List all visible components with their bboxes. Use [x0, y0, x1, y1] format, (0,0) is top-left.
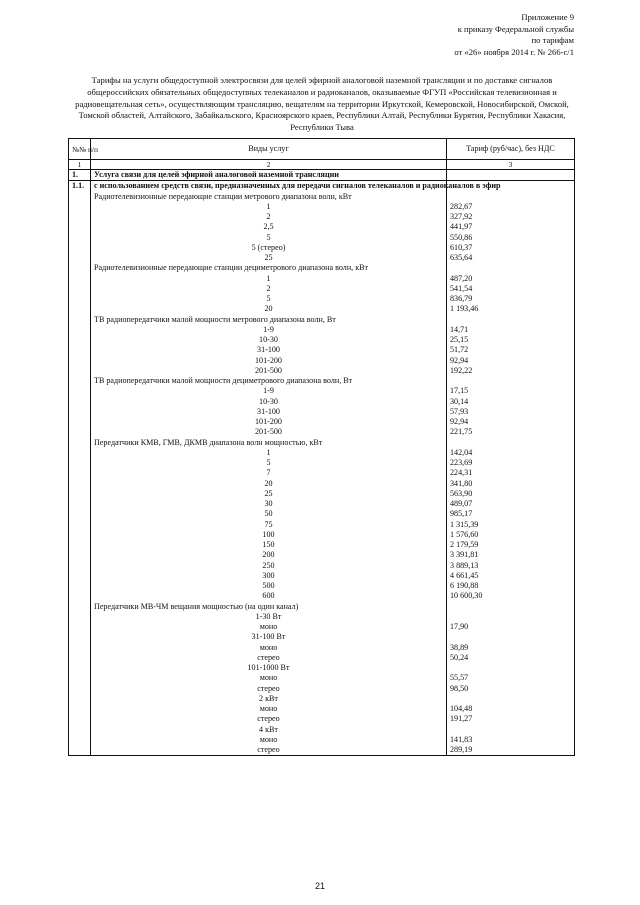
row-num-cell — [69, 735, 91, 745]
row-power-value: стерео — [91, 684, 447, 694]
row-tariff-value: 487,20 — [447, 274, 575, 284]
table-row — [69, 632, 575, 642]
table-row — [69, 417, 575, 427]
row-tariff-value: 38,89 — [447, 643, 575, 653]
row-power-value: 101-200 — [91, 417, 447, 427]
row-tariff-value: 14,71 — [447, 325, 575, 335]
group-title-row — [69, 602, 575, 612]
row-tariff-value: 57,93 — [447, 407, 575, 417]
row-num-cell — [69, 489, 91, 499]
table-row — [69, 458, 575, 468]
row-power-value: моно — [91, 643, 447, 653]
row-num-cell — [69, 571, 91, 581]
row-num-cell — [69, 663, 91, 673]
table-row — [69, 725, 575, 735]
group-num-cell — [69, 263, 91, 273]
row-num-cell — [69, 233, 91, 243]
row-power-value: 25 — [91, 253, 447, 263]
row-power-value: 50 — [91, 509, 447, 519]
row-tariff-value: 30,14 — [447, 397, 575, 407]
group-title: Радиотелевизионные передающие станции метрового диапазона волн, кВт — [91, 192, 447, 202]
row-num-cell — [69, 622, 91, 632]
table-header-row — [69, 139, 575, 160]
row-power-value: 5 — [91, 294, 447, 304]
row-power-value: 1-30 Вт — [91, 612, 447, 622]
row-num-cell — [69, 653, 91, 663]
table-row — [69, 448, 575, 458]
table-row — [69, 591, 575, 601]
row-power-value: 5 — [91, 458, 447, 468]
row-power-value: 600 — [91, 591, 447, 601]
row-num-cell — [69, 325, 91, 335]
appendix-header — [454, 12, 574, 58]
table-row — [69, 345, 575, 355]
row-tariff-value: 4 661,45 — [447, 571, 575, 581]
row-power-value: 500 — [91, 581, 447, 591]
row-power-value: 31-100 Вт — [91, 632, 447, 642]
row-power-value: 10-30 — [91, 397, 447, 407]
row-power-value: моно — [91, 735, 447, 745]
group-title-row — [69, 263, 575, 273]
group-num-cell — [69, 376, 91, 386]
row-power-value: 101-200 — [91, 356, 447, 366]
table-row — [69, 202, 575, 212]
row-power-value: 5 — [91, 233, 447, 243]
group-title: ТВ радиопередатчики малой мощности дециметрового диапазона волн, Вт — [91, 376, 447, 386]
row-num-cell — [69, 561, 91, 571]
row-tariff-value: 191,27 — [447, 714, 575, 724]
group-title-row — [69, 315, 575, 325]
table-row — [69, 427, 575, 437]
row-num-cell — [69, 458, 91, 468]
row-tariff-value: 282,67 — [447, 202, 575, 212]
row-num-cell — [69, 448, 91, 458]
table-row — [69, 561, 575, 571]
subsection-label: с использованием средств связи, предназначенных для передачи сигналов телеканалов и радиоканалов в эфир — [91, 181, 447, 192]
appendix-line-3: по тарифам — [531, 35, 574, 45]
row-power-value: 75 — [91, 520, 447, 530]
row-power-value: 101-1000 Вт — [91, 663, 447, 673]
row-num-cell — [69, 540, 91, 550]
group-tariff-cell — [447, 192, 575, 202]
row-num-cell — [69, 581, 91, 591]
row-num-cell — [69, 243, 91, 253]
table-row — [69, 304, 575, 314]
row-tariff-value: 2 179,59 — [447, 540, 575, 550]
row-tariff-value — [447, 632, 575, 642]
row-num-cell — [69, 386, 91, 396]
table-row — [69, 694, 575, 704]
table-row — [69, 581, 575, 591]
row-power-value: 100 — [91, 530, 447, 540]
table-row — [69, 653, 575, 663]
row-num-cell — [69, 294, 91, 304]
row-num-cell — [69, 499, 91, 509]
group-title: Передатчики МВ-ЧМ вещания мощностью (на один канал) — [91, 602, 447, 612]
group-tariff-cell — [447, 263, 575, 273]
table-row — [69, 397, 575, 407]
row-tariff-value: 1 576,60 — [447, 530, 575, 540]
row-num-cell — [69, 427, 91, 437]
row-num-cell — [69, 304, 91, 314]
row-tariff-value: 541,54 — [447, 284, 575, 294]
row-num-cell — [69, 632, 91, 642]
group-num-cell — [69, 192, 91, 202]
row-power-value: стерео — [91, 714, 447, 724]
page-number: 21 — [314, 881, 325, 891]
row-power-value: 31-100 — [91, 407, 447, 417]
table-row — [69, 704, 575, 714]
table-row — [69, 284, 575, 294]
row-power-value: 1 — [91, 274, 447, 284]
group-title: Передатчики КМВ, ГМВ, ДКМВ диапазона волн мощностью, кВт — [91, 438, 447, 448]
row-tariff-value: 635,64 — [447, 253, 575, 263]
row-tariff-value: 341,80 — [447, 479, 575, 489]
appendix-line-4: от «26» ноября 2014 г. № 266-с/1 — [454, 46, 574, 57]
table-row — [69, 540, 575, 550]
row-tariff-value: 441,97 — [447, 222, 575, 232]
row-num-cell — [69, 550, 91, 560]
table-row — [69, 643, 575, 653]
group-num-cell — [69, 602, 91, 612]
row-power-value: 10-30 — [91, 335, 447, 345]
col-tariff-header: Тариф (руб/час), без НДС — [447, 139, 575, 160]
table-row — [69, 335, 575, 345]
group-tariff-cell — [447, 602, 575, 612]
row-power-value: 2 кВт — [91, 694, 447, 704]
table-row — [69, 612, 575, 622]
row-power-value: 4 кВт — [91, 725, 447, 735]
row-num-cell — [69, 520, 91, 530]
row-tariff-value: 563,90 — [447, 489, 575, 499]
row-tariff-value: 92,94 — [447, 417, 575, 427]
row-tariff-value: 985,17 — [447, 509, 575, 519]
table-row — [69, 222, 575, 232]
row-num-cell — [69, 479, 91, 489]
row-tariff-value: 192,22 — [447, 366, 575, 376]
row-tariff-value: 55,57 — [447, 673, 575, 683]
row-num-cell — [69, 274, 91, 284]
row-tariff-value: 6 190,88 — [447, 581, 575, 591]
row-tariff-value: 836,79 — [447, 294, 575, 304]
table-row — [69, 212, 575, 222]
row-tariff-value — [447, 612, 575, 622]
table-row — [69, 325, 575, 335]
row-power-value: 20 — [91, 479, 447, 489]
row-num-cell — [69, 694, 91, 704]
row-power-value: 7 — [91, 468, 447, 478]
table-row — [69, 294, 575, 304]
table-row — [69, 479, 575, 489]
row-power-value: моно — [91, 622, 447, 632]
table-row — [69, 622, 575, 632]
table-row — [69, 550, 575, 560]
row-tariff-value: 3 391,81 — [447, 550, 575, 560]
row-power-value: 1 — [91, 202, 447, 212]
column-numbers-row — [69, 160, 575, 170]
appendix-line-1: Приложение 9 — [521, 12, 574, 22]
row-num-cell — [69, 335, 91, 345]
group-tariff-cell — [447, 376, 575, 386]
row-num-cell — [69, 704, 91, 714]
table-row — [69, 233, 575, 243]
row-num-cell — [69, 468, 91, 478]
appendix-line-2: к приказу Федеральной службы — [457, 23, 574, 34]
row-num-cell — [69, 684, 91, 694]
table-row — [69, 386, 575, 396]
row-power-value: 31-100 — [91, 345, 447, 355]
row-tariff-value — [447, 694, 575, 704]
row-num-cell — [69, 530, 91, 540]
row-num-cell — [69, 253, 91, 263]
row-tariff-value: 17,15 — [447, 386, 575, 396]
table-row — [69, 489, 575, 499]
row-power-value: 1 — [91, 448, 447, 458]
row-power-value: 150 — [91, 540, 447, 550]
group-title-row — [69, 376, 575, 386]
row-tariff-value: 550,86 — [447, 233, 575, 243]
row-num-cell — [69, 284, 91, 294]
row-power-value: 25 — [91, 489, 447, 499]
row-num-cell — [69, 591, 91, 601]
row-power-value: стерео — [91, 653, 447, 663]
row-num-cell — [69, 612, 91, 622]
table-row — [69, 499, 575, 509]
row-tariff-value: 289,19 — [447, 745, 575, 756]
table-row — [69, 571, 575, 581]
group-title: ТВ радиопередатчики малой мощности метрового диапазона волн, Вт — [91, 315, 447, 325]
section-number: 1. — [69, 170, 91, 181]
table-row — [69, 673, 575, 683]
group-num-cell — [69, 438, 91, 448]
group-title-row — [69, 192, 575, 202]
document-title: Тарифы на услуги общедоступной электросвязи для целей эфирной аналоговой наземной трансляции и по доставке сигналов общероссийских обязательных общедоступных телеканалов и радиоканалов, оказываемые ФГУП «Российская телевизионная и радиовещательная сеть», осуществляющим трансляцию, вещателям на территории Иркутской, Кемеровской, Новосибирской, Омской, Томской областей, Алтайского, Забайкальского, Красноярского краев, Республики Алтай, Республики Бурятия, Республики Хакасия, Республики Тыва — [75, 75, 569, 133]
row-tariff-value: 489,07 — [447, 499, 575, 509]
row-tariff-value: 104,48 — [447, 704, 575, 714]
row-power-value: 30 — [91, 499, 447, 509]
row-tariff-value: 3 889,13 — [447, 561, 575, 571]
row-num-cell — [69, 366, 91, 376]
row-num-cell — [69, 212, 91, 222]
table-row — [69, 714, 575, 724]
row-tariff-value: 17,90 — [447, 622, 575, 632]
row-tariff-value: 92,94 — [447, 356, 575, 366]
row-power-value: моно — [91, 673, 447, 683]
row-num-cell — [69, 397, 91, 407]
table-row — [69, 520, 575, 530]
group-num-cell — [69, 315, 91, 325]
row-power-value: 5 (стерео) — [91, 243, 447, 253]
table-row — [69, 274, 575, 284]
row-num-cell — [69, 202, 91, 212]
table-row — [69, 509, 575, 519]
row-tariff-value — [447, 663, 575, 673]
table-row — [69, 253, 575, 263]
row-num-cell — [69, 673, 91, 683]
row-power-value: 1-9 — [91, 325, 447, 335]
table-row — [69, 366, 575, 376]
row-power-value: 250 — [91, 561, 447, 571]
group-tariff-cell — [447, 438, 575, 448]
table-row — [69, 663, 575, 673]
row-power-value: 300 — [91, 571, 447, 581]
row-power-value: моно — [91, 704, 447, 714]
table-row — [69, 745, 575, 756]
group-title: Радиотелевизионные передающие станции дециметрового диапазона волн, кВт — [91, 263, 447, 273]
col-number-2: 2 — [91, 160, 447, 170]
row-num-cell — [69, 509, 91, 519]
table-row — [69, 735, 575, 745]
row-power-value: 2,5 — [91, 222, 447, 232]
table-row — [69, 407, 575, 417]
section-label: Услуга связи для целей эфирной аналоговой наземной трансляции — [91, 170, 447, 181]
table-row — [69, 684, 575, 694]
section-row — [69, 170, 575, 181]
subsection-row — [69, 181, 575, 192]
row-power-value: 1-9 — [91, 386, 447, 396]
row-power-value: 2 — [91, 284, 447, 294]
table-row — [69, 530, 575, 540]
section-tariff — [447, 170, 575, 181]
row-num-cell — [69, 222, 91, 232]
row-num-cell — [69, 345, 91, 355]
row-tariff-value: 141,83 — [447, 735, 575, 745]
row-tariff-value: 327,92 — [447, 212, 575, 222]
row-tariff-value: 10 600,30 — [447, 591, 575, 601]
row-tariff-value: 98,50 — [447, 684, 575, 694]
row-tariff-value: 221,75 — [447, 427, 575, 437]
row-power-value: 201-500 — [91, 366, 447, 376]
row-tariff-value: 1 315,39 — [447, 520, 575, 530]
col-service-header: Виды услуг — [91, 139, 447, 160]
row-num-cell — [69, 417, 91, 427]
row-num-cell — [69, 714, 91, 724]
col-number-1: 1 — [69, 160, 91, 170]
row-tariff-value: 224,31 — [447, 468, 575, 478]
group-tariff-cell — [447, 315, 575, 325]
row-power-value: 201-500 — [91, 427, 447, 437]
col-num-header: №№ п/п — [69, 139, 91, 160]
row-num-cell — [69, 407, 91, 417]
row-tariff-value: 51,72 — [447, 345, 575, 355]
subsection-number: 1.1. — [69, 181, 91, 192]
row-tariff-value — [447, 725, 575, 735]
row-power-value: 200 — [91, 550, 447, 560]
group-title-row — [69, 438, 575, 448]
table-row — [69, 243, 575, 253]
row-power-value: 20 — [91, 304, 447, 314]
row-tariff-value: 1 193,46 — [447, 304, 575, 314]
row-num-cell — [69, 745, 91, 756]
row-power-value: 2 — [91, 212, 447, 222]
row-num-cell — [69, 643, 91, 653]
row-tariff-value: 610,37 — [447, 243, 575, 253]
row-power-value: стерео — [91, 745, 447, 756]
table-row — [69, 356, 575, 366]
row-num-cell — [69, 725, 91, 735]
table-row — [69, 468, 575, 478]
row-num-cell — [69, 356, 91, 366]
row-tariff-value: 25,15 — [447, 335, 575, 345]
row-tariff-value: 223,69 — [447, 458, 575, 468]
tariff-table — [68, 138, 575, 756]
col-number-3: 3 — [447, 160, 575, 170]
row-tariff-value: 142,04 — [447, 448, 575, 458]
row-tariff-value: 50,24 — [447, 653, 575, 663]
